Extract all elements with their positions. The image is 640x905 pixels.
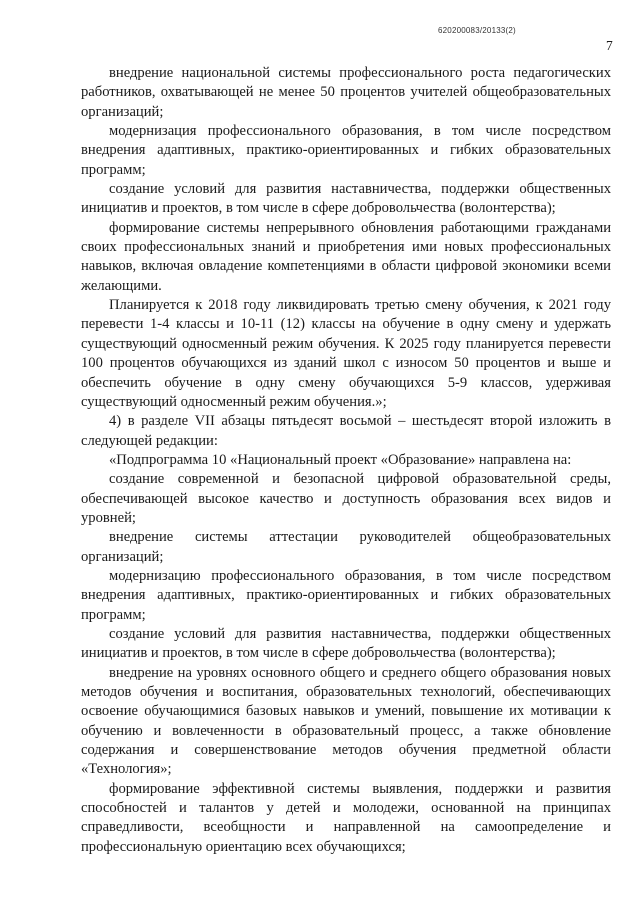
paragraph: Планируется к 2018 году ликвидировать третью смену обучения, к 2021 году перевести 1-4 классы и 10-11 (12) классы на обучение в одну смену и удержать существующий односменный режим обучения. К 2025 году планируется перевести 100 процентов обучающихся из зданий школ с износом 50 процентов и выше и обеспечить обучение в одну смену обучающихся 5-9 классов, удерживая существующий односменный режим обучения.»;	[81, 297, 611, 410]
page-number: 7	[606, 38, 613, 53]
paragraph: внедрение национальной системы профессионального роста педагогических работников, охватывающей не менее 50 процентов учителей общеобразовательных организаций;	[81, 65, 611, 120]
paragraph: формирование эффективной системы выявления, поддержки и развития способностей и талантов у детей и молодежи, основанной на принципах справедливости, всеобщности и направленной на самоопределение и профессиональную ориентацию всех обучающихся;	[81, 780, 611, 855]
paragraph: модернизация профессионального образования, в том числе посредством внедрения адаптивных, практико-ориентированных и гибких образовательных программ;	[81, 123, 611, 178]
paragraph: модернизацию профессионального образования, в том числе посредством внедрения адаптивных, практико-ориентированных и гибких образовательных программ;	[81, 567, 611, 623]
paragraph: 4) в разделе VII абзацы пятьдесят восьмой – шестьдесят второй изложить в следующей редакции:	[81, 413, 611, 449]
paragraph: «Подпрограмма 10 «Национальный проект «Образование» направлена на:	[109, 451, 572, 468]
paragraph: формирование системы непрерывного обновления работающими гражданами своих профессиональных знаний и приобретения ими новых профессиональных навыков, включая овладение компетенциями в области цифровой экономики всеми желающими.	[81, 219, 611, 294]
paragraph: создание условий для развития наставничества, поддержки общественных инициатив и проектов, в том числе в сфере добровольчества (волонтерства);	[81, 625, 611, 662]
document-id: 620200083/20133(2)	[438, 26, 516, 35]
paragraph: создание современной и безопасной цифровой образовательной среды, обеспечивающей высокое качество и доступность образования всех видов и уровней;	[81, 471, 611, 526]
paragraph: внедрение на уровнях основного общего и среднего общего образования новых методов обучения и воспитания, образовательных технологий, обеспечивающих освоение обучающимися базовых навыков и умений, повышение их мотивации к обучению и вовлеченности в образовательный процесс, а также обновление содержания и совершенствование методов обучения предметной области «Технология»;	[81, 664, 611, 778]
body-text	[81, 64, 611, 857]
paragraph: создание условий для развития наставничества, поддержки общественных инициатив и проектов, в том числе в сфере добровольчества (волонтерства);	[81, 181, 611, 217]
paragraph: внедрение системы аттестации руководителей общеобразовательных организаций;	[81, 529, 611, 565]
